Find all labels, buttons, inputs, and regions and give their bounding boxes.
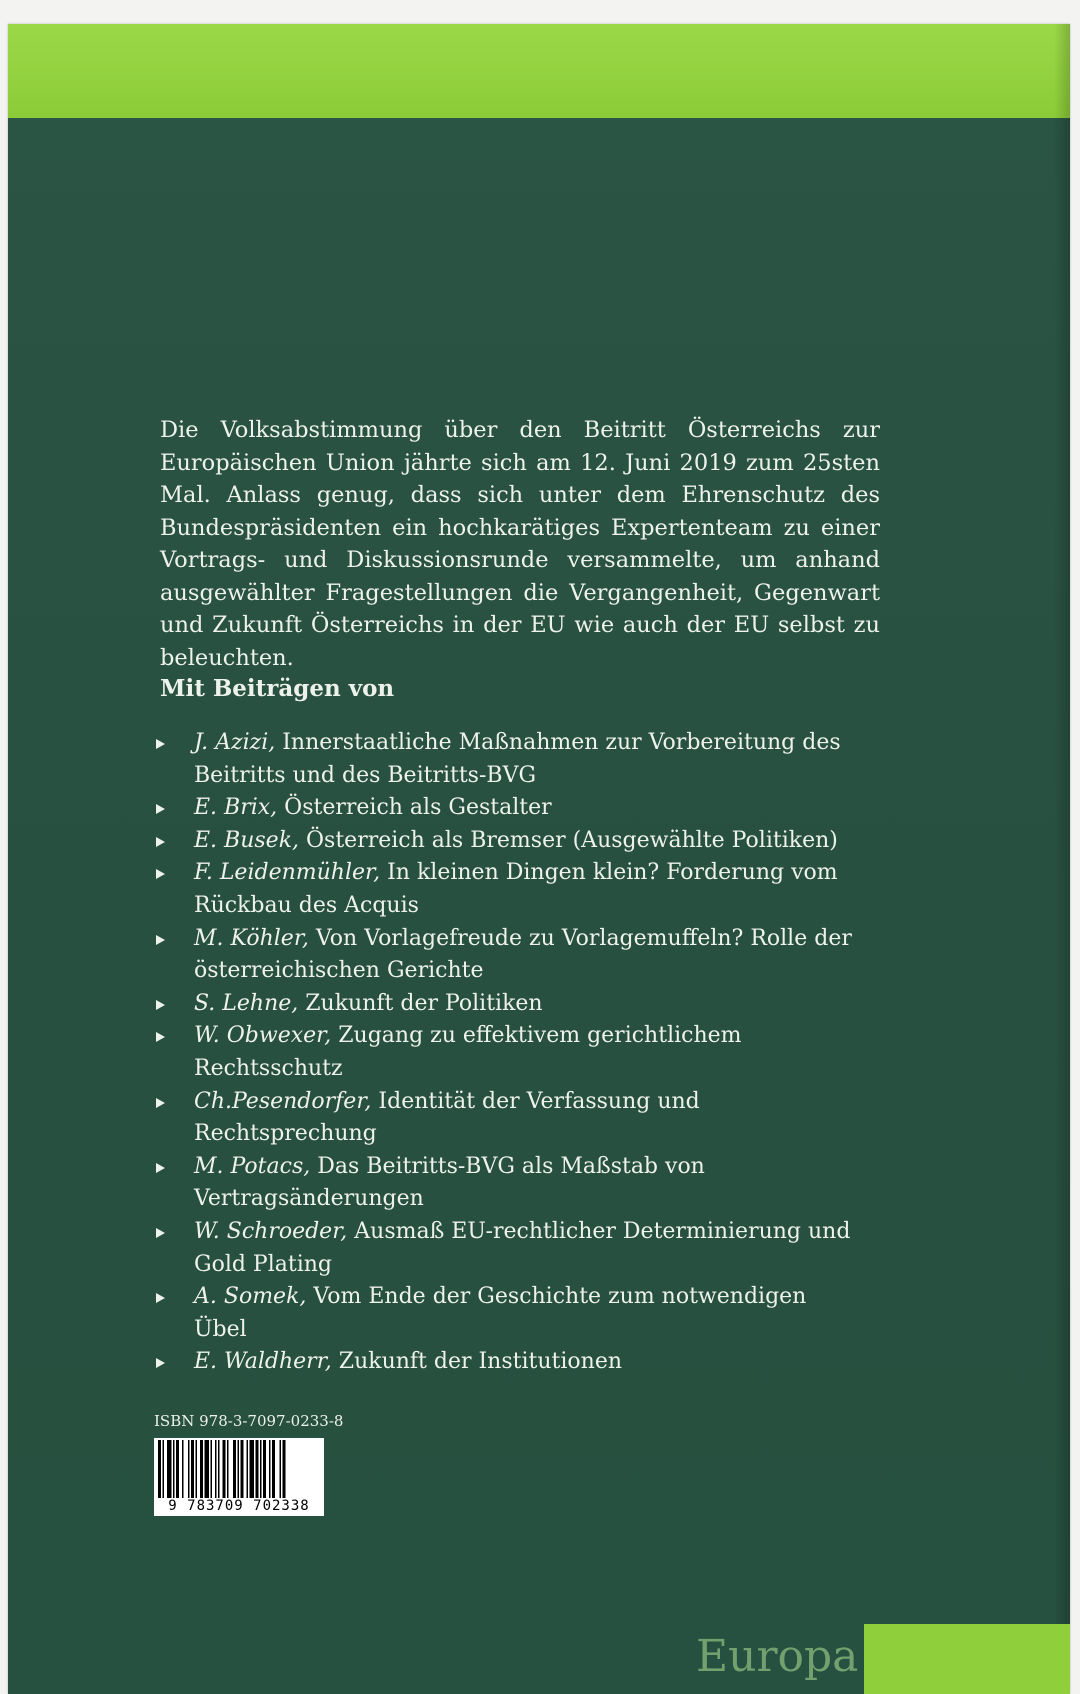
contributor-author: F. Leidenmühler, — [194, 860, 381, 886]
contribution-title: Von Vorlagefreude zu Vorlagemuffeln? Rolle der österreichischen Gerichte — [194, 925, 852, 984]
list-item — [156, 1346, 856, 1379]
bullet-triangle-icon — [156, 869, 165, 879]
cover-edge-shadow — [1054, 24, 1070, 1694]
contributions-list — [156, 727, 856, 1379]
barcode-bars-icon — [154, 1438, 324, 1498]
book-back-cover — [8, 24, 1070, 1694]
contribution-title: In kleinen Dingen klein? Forderung vom Rückbau des Acquis — [194, 860, 838, 918]
isbn-text: ISBN 978-3-7097-0233-8 — [154, 1412, 344, 1430]
contribution-title: Zukunft der Institutionen — [338, 1349, 623, 1375]
bullet-triangle-icon — [156, 1000, 165, 1010]
list-item — [156, 1020, 856, 1085]
contributor-author: E. Busek, — [194, 827, 300, 853]
bullet-triangle-icon — [156, 1032, 165, 1042]
contribution-title: Ausmaß EU-rechtlicher Determinierung und Gold Plating — [194, 1218, 851, 1277]
contributor-author: W. Schroeder, — [194, 1218, 348, 1244]
bullet-triangle-icon — [156, 1358, 165, 1368]
list-item — [156, 857, 856, 922]
contributor-author: A. Somek, — [194, 1284, 307, 1310]
contributor-author: J. Azizi, — [194, 730, 276, 755]
barcode — [154, 1438, 324, 1516]
contribution-title: Zugang zu effektivem gerichtlichem Rechtsschutz — [194, 1023, 742, 1081]
bullet-triangle-icon — [156, 935, 165, 945]
contributor-author: M. Potacs, — [194, 1153, 311, 1179]
list-item — [156, 825, 856, 858]
barcode-digits: 9 783709 702338 — [154, 1498, 324, 1514]
bullet-triangle-icon — [156, 1293, 165, 1303]
bullet-triangle-icon — [156, 739, 165, 749]
blurb-text: Die Volksabstimmung über den Beitritt Österreichs zur Europäischen Union jährte sich am 12. Juni 2019 zum 25sten Mal. Anlass genug, dass sich unter dem Ehrenschutz des Bundespräsidenten ein hochkarätiges Expertenteam zu einer Vortrags- und Diskussionsrunde versammelte, um anhand ausgewählter Fragestellungen die Vergangenheit, Gegenwart und Zukunft Österreichs in der EU wie auch der EU selbst zu beleuchten. — [160, 417, 880, 671]
bullet-triangle-icon — [156, 1098, 165, 1108]
contribution-title: Vom Ende der Geschichte zum notwendigen Übel — [194, 1284, 807, 1342]
contributor-author: M. Köhler, — [194, 925, 309, 951]
list-item — [156, 1086, 856, 1151]
list-item — [156, 923, 856, 988]
bullet-triangle-icon — [156, 804, 165, 814]
list-item — [156, 1216, 856, 1281]
contributor-author: S. Lehne, — [194, 990, 299, 1016]
contribution-title: Das Beitritts-BVG als Maßstab von Vertragsänderungen — [194, 1153, 705, 1212]
bullet-triangle-icon — [156, 837, 165, 847]
contribution-title: Österreich als Gestalter — [284, 795, 552, 821]
contributor-author: E. Brix, — [194, 795, 278, 821]
list-item — [156, 727, 856, 792]
contributor-author: W. Obwexer, — [194, 1023, 332, 1049]
bottom-color-band — [864, 1624, 1070, 1694]
contributor-author: E. Waldherr, — [194, 1349, 332, 1375]
list-item — [156, 1151, 856, 1216]
list-item — [156, 1281, 856, 1346]
imprint-logo: Europa — [696, 1631, 859, 1682]
contributor-author: Ch.Pesendorfer, — [194, 1088, 372, 1114]
contributions-heading: Mit Beiträgen von — [160, 675, 395, 702]
contribution-title: Identität der Verfassung und Rechtsprechung — [194, 1088, 700, 1147]
contribution-title: Zukunft der Politiken — [305, 990, 543, 1016]
bullet-triangle-icon — [156, 1163, 165, 1173]
top-color-band — [8, 24, 1070, 118]
contribution-title: Innerstaatliche Maßnahmen zur Vorbereitung des Beitritts und des Beitritts-BVG — [194, 730, 841, 788]
contribution-title: Österreich als Bremser (Ausgewählte Politiken) — [306, 827, 838, 853]
bullet-triangle-icon — [156, 1228, 165, 1238]
list-item — [156, 792, 856, 825]
list-item — [156, 988, 856, 1021]
